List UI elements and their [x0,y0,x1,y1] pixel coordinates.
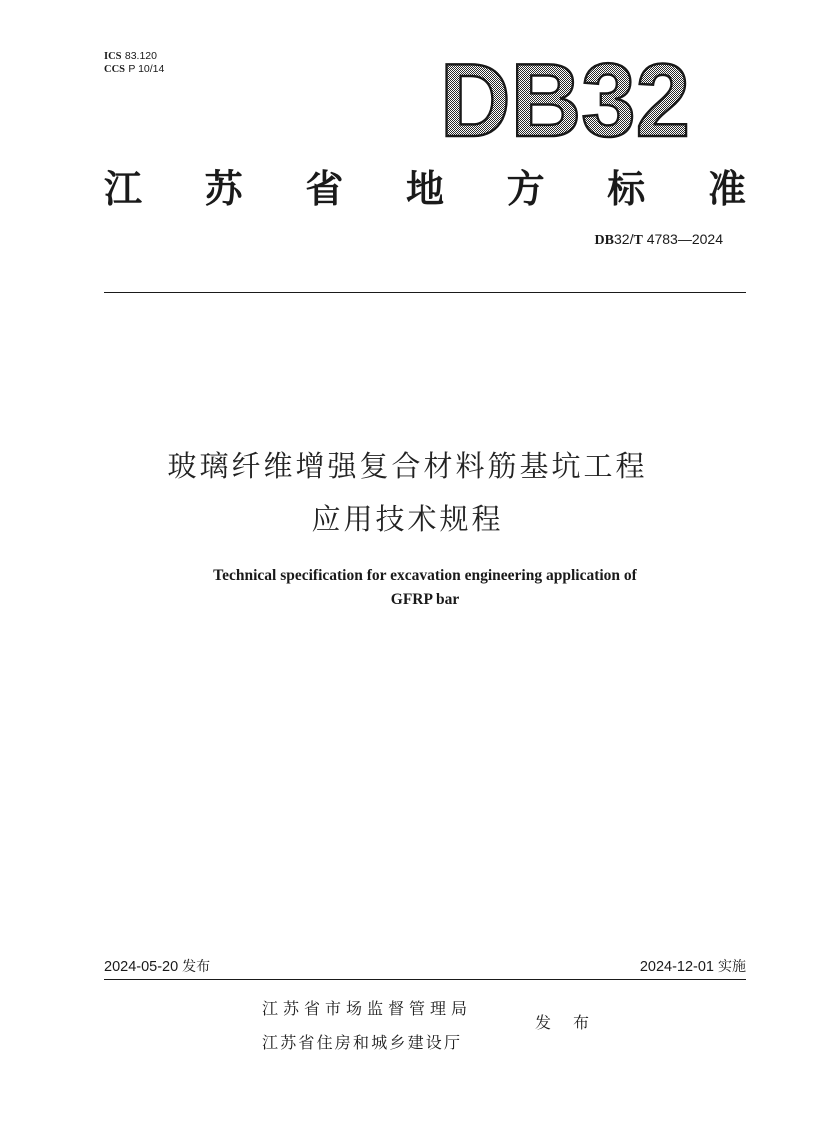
standard-type-char: 准 [707,166,746,211]
standard-type-char: 省 [305,166,344,211]
title-cn-line2: 应用技术规程 [311,502,504,536]
header-divider [104,292,746,293]
implementation-date-value: 2024-12-01 [639,959,714,975]
issue-date-value: 2024-05-20 [104,959,179,975]
issue-date [104,956,210,976]
ccs-code [104,63,164,76]
standard-type-char: 标 [607,166,646,211]
ics-value: 83.120 [124,50,157,62]
standard-number-type: T [633,233,643,248]
standard-type-char: 苏 [204,166,243,211]
implementation-date-word: 实施 [718,959,746,975]
ics-code [104,50,164,63]
publish-char: 布 [573,1013,590,1032]
issue-date-word: 发布 [182,959,211,975]
title-en-line2: GFRP bar [390,591,460,608]
title-en-line1: Technical specification for excavation engineering application of [213,567,637,584]
standard-type-banner [104,160,746,210]
ccs-label: CCS [104,64,126,75]
footer-divider [104,979,746,980]
ics-label: ICS [104,51,122,62]
implementation-date [640,956,746,976]
issuer-market-supervision: 江苏省市场监督管理局 [262,999,473,1018]
standard-number-code: 32/ [614,231,634,247]
db32-logo-text: DB32 [440,50,690,150]
title-cn-line1: 玻璃纤维增强复合材料筋基坑工程 [167,449,648,483]
publish-char: 发 [535,1013,552,1032]
standard-number-prefix: DB [594,233,614,248]
standard-number [595,231,723,249]
issuer-housing-construction: 江苏省住房和城乡建设厅 [262,1033,463,1052]
standard-number-value: 4783—2024 [642,231,723,247]
standard-type-char: 地 [405,166,444,211]
issuing-authorities [262,992,472,1060]
db32-logo [436,50,696,150]
standard-type-char: 方 [506,166,545,211]
classification-codes [104,50,164,76]
standard-type-char: 江 [104,166,143,211]
publish-label [535,1010,589,1033]
ccs-value: P 10/14 [128,63,165,75]
